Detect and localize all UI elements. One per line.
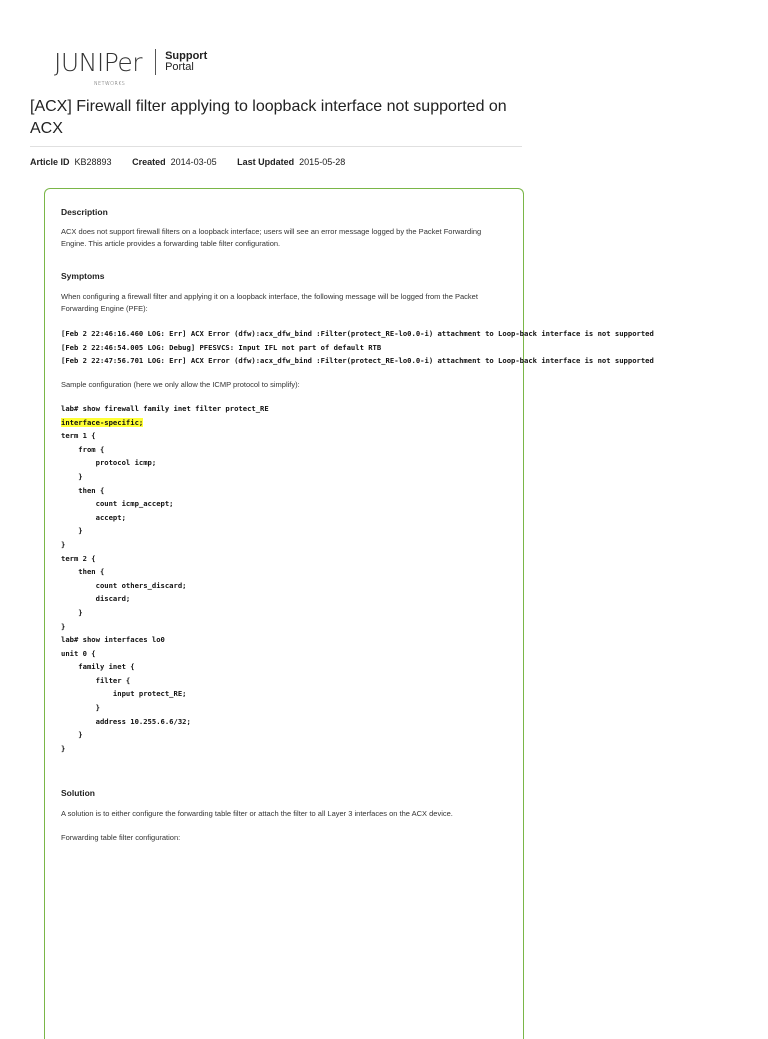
site-header: [54, 46, 208, 87]
article-id-value: KB28893: [74, 157, 112, 167]
solution-heading: Solution: [61, 788, 95, 798]
code-body: term 1 { from { protocol icmp; } then { count icmp_accept; accept; } } term 2 { then { count others_discard; discard; } } lab# show interfaces lo0 unit 0 { family inet { filter { input protect_RE; } address 10.255.6.6/32; } }: [61, 431, 191, 753]
juniper-logo[interactable]: [54, 47, 143, 87]
updated-label: Last Updated: [237, 157, 295, 167]
header-divider: [155, 49, 156, 75]
article-meta: [30, 157, 363, 167]
portal-line2: Portal: [165, 61, 194, 73]
log-line: [Feb 2 22:46:16.460 LOG: Err] ACX Error (dfw):acx_dfw_bind :Filter(protect_RE-lo0.0-i) attachment to Loop-back interface is not supported: [61, 329, 654, 338]
solution-text: A solution is to either configure the forwarding table filter or attach the filter to all Layer 3 interfaces on the ACX device.: [61, 809, 453, 818]
solution-text-2: Forwarding table filter configuration:: [61, 833, 181, 842]
logo-subtext: NETWORKS: [94, 80, 126, 87]
portal-line1: Support: [165, 49, 208, 62]
log-line: [Feb 2 22:47:56.701 LOG: Err] ACX Error (dfw):acx_dfw_bind :Filter(protect_RE-lo0.0-i) attachment to Loop-back interface is not supported: [61, 356, 654, 366]
symptoms-heading: Symptoms: [61, 271, 105, 281]
sample-config-intro: Sample configuration (here we only allow the ICMP protocol to simplify):: [61, 380, 300, 389]
code-command-line: lab# show firewall family inet filter protect_RE: [61, 404, 269, 413]
description-heading: Description: [61, 207, 108, 217]
support-portal-label[interactable]: [165, 51, 207, 74]
updated-value: 2015-05-28: [299, 157, 346, 167]
created-value: 2014-03-05: [170, 157, 217, 167]
article-title: [ACX] Firewall filter applying to loopback interface not supported on ACX: [30, 98, 507, 137]
sample-config-code: [61, 402, 269, 755]
symptoms-text: When configuring a firewall filter and applying it on a loopback interface, the following message will be logged from the Packet Forwarding Engine (PFE):: [61, 292, 478, 313]
log-line: [Feb 2 22:46:54.005 LOG: Debug] PFESVCS: Input IFL not part of default RTB: [61, 342, 382, 352]
article-id-label: Article ID: [30, 157, 70, 167]
highlighted-code-line: interface-specific;: [61, 417, 144, 427]
title-divider: [30, 146, 522, 147]
created-label: Created: [132, 157, 166, 167]
pfe-log-block: [61, 327, 654, 368]
description-text: ACX does not support firewall filters on a loopback interface; users will see an error message logged by the Packet Forwarding Engine. This article provides a forwarding table filter configuration.: [61, 227, 482, 248]
logo-text: JUNIPer: [54, 47, 143, 77]
